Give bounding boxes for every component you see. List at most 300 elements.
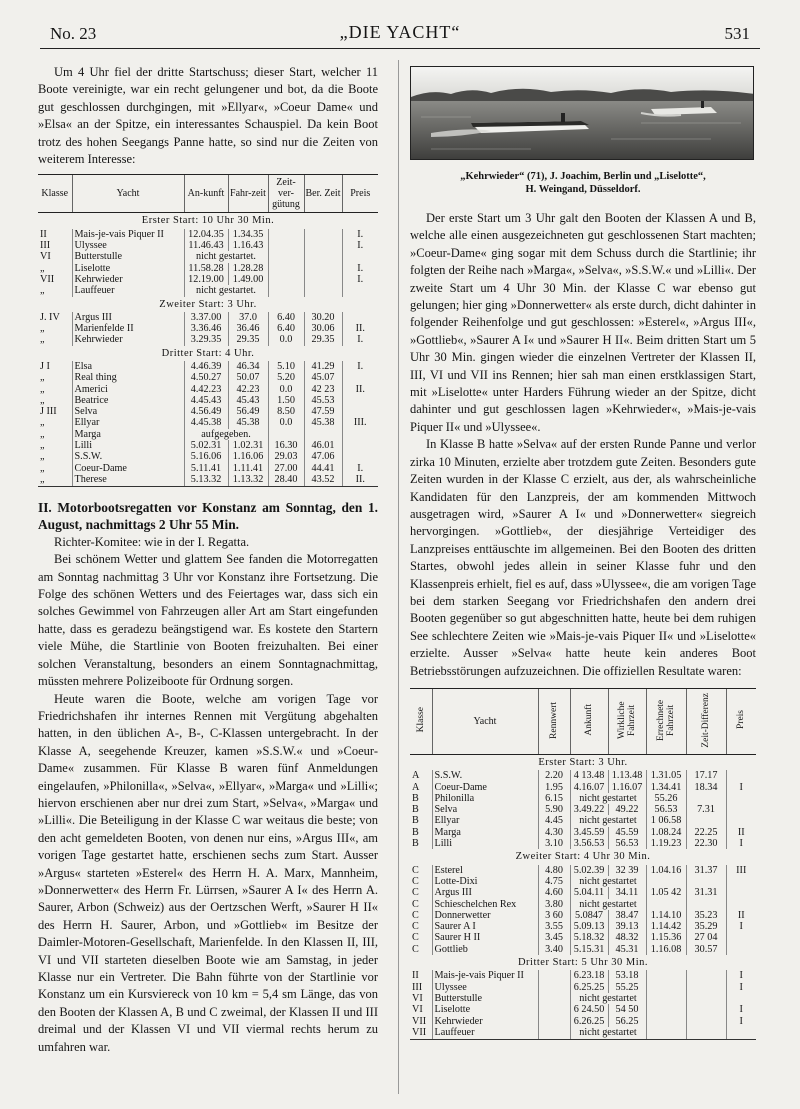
- table-cell: Butterstulle: [72, 251, 184, 262]
- table-cell: 1.14.42: [646, 921, 686, 932]
- table-cell: 56.25: [608, 1016, 646, 1027]
- table-cell: VII: [410, 1027, 432, 1040]
- table-row: [410, 770, 756, 781]
- table-cell: S.S.W.: [72, 451, 184, 462]
- column-header-label: Rennwert: [549, 701, 559, 739]
- table-cell: 5.10: [268, 361, 304, 372]
- header-rule: [40, 48, 760, 49]
- table-cell: „: [40, 262, 45, 274]
- table-cell: [726, 804, 756, 815]
- table-cell: Argus III: [432, 887, 538, 898]
- table-cell: [726, 887, 756, 898]
- table-cell: I: [726, 970, 756, 981]
- table-cell: 1.34.41: [646, 782, 686, 793]
- table-cell: [268, 240, 304, 251]
- table-cell: I.: [342, 263, 378, 274]
- table-row: [38, 323, 378, 334]
- table-cell: I.: [342, 334, 378, 345]
- table-cell: 48.32: [608, 932, 646, 943]
- table-cell: 5.13.32: [184, 474, 228, 487]
- journal-title: „DIE YACHT“: [339, 22, 461, 42]
- table-cell: Elsa: [72, 361, 184, 372]
- table-row: [38, 372, 378, 383]
- start-heading: Dritter Start: 4 Uhr.: [161, 347, 255, 359]
- table-cell: II: [726, 827, 756, 838]
- table-cell: 3.37.00: [184, 312, 228, 323]
- table-cell: 12.04.35: [184, 229, 228, 240]
- table-cell: [726, 932, 756, 943]
- table-cell: [726, 770, 756, 781]
- table-cell: C: [412, 864, 419, 876]
- table-cell: [304, 274, 342, 285]
- table-row: [410, 910, 756, 921]
- photo-caption: [410, 170, 756, 196]
- table-cell: 5.18.32: [570, 932, 608, 943]
- table-cell: [268, 229, 304, 240]
- table-cell: Saurer H II: [432, 932, 538, 943]
- column-header: [686, 688, 726, 754]
- table-cell: 4.46.39: [184, 361, 228, 372]
- table-cell: Mais-je-vais Piquer II: [432, 970, 538, 981]
- table-row: [38, 429, 378, 440]
- table-cell: [342, 372, 378, 383]
- table-cell: [342, 451, 378, 462]
- table-cell: Ellyar: [432, 815, 538, 826]
- table-cell: Selva: [72, 406, 184, 417]
- table-cell: 29.35: [228, 334, 268, 345]
- table-cell: C: [412, 898, 419, 910]
- table-cell: II.: [342, 384, 378, 395]
- table-cell: 22.25: [686, 827, 726, 838]
- table-cell: 4.42.23: [184, 384, 228, 395]
- table-cell: 4.16.07: [570, 782, 608, 793]
- results-table-second-regatta: [410, 688, 756, 1040]
- table-cell: nicht gestartet: [570, 876, 646, 887]
- table-cell: 5.02.31: [184, 440, 228, 451]
- table-cell: VII: [412, 1015, 427, 1027]
- motorboat-photo: [410, 66, 754, 160]
- table-row: [410, 970, 756, 981]
- table-cell: 27 04: [686, 932, 726, 943]
- table-cell: VI: [412, 1004, 423, 1016]
- table-cell: „: [38, 474, 72, 487]
- table-cell: 3.80: [538, 899, 570, 910]
- table-cell: [342, 285, 378, 296]
- table-row: [38, 285, 378, 296]
- table-cell: 47.06: [304, 451, 342, 462]
- table-cell: 5.02.39: [570, 865, 608, 876]
- table-cell: [686, 1027, 726, 1040]
- table-cell: [304, 429, 342, 440]
- table-cell: [538, 1004, 570, 1015]
- table-cell: Lilli: [432, 838, 538, 849]
- table-row: [410, 921, 756, 932]
- table-cell: 4.56.49: [184, 406, 228, 417]
- table-cell: 1.95: [538, 782, 570, 793]
- table-cell: 0.0: [268, 334, 304, 345]
- table-cell: 46.34: [228, 361, 268, 372]
- table-cell: 16.30: [268, 440, 304, 451]
- table-cell: 3.45.59: [570, 827, 608, 838]
- table-row: [38, 384, 378, 395]
- table-cell: B: [412, 792, 419, 804]
- table-cell: I: [726, 921, 756, 932]
- table-cell: C: [412, 909, 419, 921]
- table-cell: Lauffeuer: [432, 1027, 538, 1040]
- right-paragraph-1: Der erste Start um 3 Uhr galt den Booten der Klassen A und B, welche alle einen ausgezeichneten gut geschlossenen Start machten; »Coeur-Dame« ging sogar mit dem Schuss durch die Startlinie; ihr folgten der Reihe nach »Marga«, »Selva«, »S.S.W.« und »Lilli«. Der zweite Start um 4 Uhr 30 Min. der Klasse C war ebenso gut gelungen; hier ging »Donnerwetter« als erste durch, dicht dahinter in folgender Reihenfolge und gut geschlossen: »Esterel«, »Argus III«, »Gottlieb«, »Saurer A I« und »Saurer H II«. Beim dritten Start um 5 Uhr 30 Min. gingen wieder die einzelnen Vertreter der Klassen II, III, VI und VII ins Rennen; hier sah man einen erstklassigen Start, mit »Liselotte« unter Harders Führung wieder an der Spitze, dicht dahinter und gut geschlossen lagen »Kehrwieder«, »Mais-je-vais Piquer II« und »Ulyssee«.: [410, 211, 756, 434]
- column-header: Klasse: [38, 175, 72, 213]
- start-heading: Erster Start: 3 Uhr.: [538, 756, 628, 768]
- table-row: [38, 451, 378, 462]
- column-header: [608, 688, 646, 754]
- column-header-label: Wirkliche Fahrzeit: [617, 701, 637, 739]
- table-row: [410, 944, 756, 955]
- table-cell: Selva: [432, 804, 538, 815]
- table-row: [38, 274, 378, 285]
- table-cell: 42.23: [228, 384, 268, 395]
- table-cell: 30.20: [304, 312, 342, 323]
- table-cell: 11.46.43: [184, 240, 228, 251]
- table-cell: 4 13.48: [570, 770, 608, 781]
- table-cell: II.: [342, 323, 378, 334]
- table-cell: VI: [40, 251, 51, 263]
- column-header: [726, 688, 756, 754]
- table-cell: 28.40: [268, 474, 304, 487]
- table-cell: Americi: [72, 384, 184, 395]
- table-cell: 3.45: [538, 932, 570, 943]
- table-cell: [538, 993, 570, 1004]
- table-cell: 54 50: [608, 1004, 646, 1015]
- table-cell: 3.10: [538, 838, 570, 849]
- page-header: [50, 22, 750, 48]
- table-cell: [646, 1027, 686, 1040]
- table-cell: 4.75: [538, 876, 570, 887]
- table-cell: [342, 312, 378, 323]
- table-cell: 53.18: [608, 970, 646, 981]
- table-cell: 45.31: [608, 944, 646, 955]
- table-cell: 6.25.25: [570, 982, 608, 993]
- column-header: An-kunft: [184, 175, 228, 213]
- table-cell: 45.38: [304, 417, 342, 428]
- richter-komitee: Richter-Komitee: wie in der I. Regatta.: [54, 535, 250, 550]
- table-cell: J. IV: [40, 311, 60, 323]
- table-cell: 1.13.48: [608, 770, 646, 781]
- section-title: II. Motorbootsregatten vor Konstanz am Sonntag, den 1. August, nachmittags 2 Uhr 55 Min.: [38, 500, 378, 533]
- table-cell: 3.36.46: [184, 323, 228, 334]
- table-cell: 30.06: [304, 323, 342, 334]
- table-cell: 11.58.28: [184, 263, 228, 274]
- table-cell: [342, 395, 378, 406]
- left-paragraph-1: Bei schönem Wetter und glattem See fanden die Motorregatten am Sonntag nachmittag 3 Uhr vor Konstanz ihre Fortsetzung. Die Folge des schönen Wetters und des Feiertages war, dass sich ein solches Gewimmel von Fahrzeugen aller Art am Start eingefunden hatte, dass es geradezu beängstigend war. Es kostete den Startern viele Mühe, die Startlinie von Booten freizuhalten. Bei einer solchen Veranstaltung, besonders an einem Sonntagnachmittag, müssten mehrere Polizeiboote für Ordnung sorgen.: [38, 552, 378, 689]
- table-cell: aufgegeben.: [184, 429, 268, 440]
- table-cell: [646, 970, 686, 981]
- table-cell: 1.50: [268, 395, 304, 406]
- table-cell: 56.49: [228, 406, 268, 417]
- table-cell: B: [412, 838, 419, 850]
- table-cell: I: [726, 1016, 756, 1027]
- column-header-label: Zeit-Differenz: [701, 692, 711, 748]
- table-cell: [646, 982, 686, 993]
- table-cell: 7.31: [686, 804, 726, 815]
- table-cell: A: [412, 781, 420, 793]
- column-header-label: Klasse: [415, 707, 426, 733]
- table-cell: [304, 240, 342, 251]
- table-cell: 5.90: [538, 804, 570, 815]
- table-cell: I.: [342, 463, 378, 474]
- table-cell: [646, 993, 686, 1004]
- table-cell: [686, 876, 726, 887]
- table-cell: 38.47: [608, 910, 646, 921]
- table-cell: [268, 285, 304, 296]
- table-cell: 35.23: [686, 910, 726, 921]
- table-cell: 39.13: [608, 921, 646, 932]
- table-cell: 29.03: [268, 451, 304, 462]
- table-cell: I: [726, 982, 756, 993]
- table-row: [38, 406, 378, 417]
- table-cell: J I: [40, 361, 50, 372]
- table-cell: 56.53: [646, 804, 686, 815]
- table-cell: nicht gestartet.: [184, 251, 268, 262]
- column-header: Preis: [342, 175, 378, 213]
- column-header: [410, 688, 432, 754]
- table-cell: Kehrwieder: [72, 274, 184, 285]
- table-cell: Liselotte: [72, 263, 184, 274]
- table-row: [38, 251, 378, 262]
- table-cell: C: [412, 943, 419, 955]
- table-row: [410, 899, 756, 910]
- table-cell: III: [40, 240, 51, 252]
- table-row: [410, 1027, 756, 1040]
- table-cell: B: [412, 826, 419, 838]
- table-row: [38, 312, 378, 323]
- start-heading: Erster Start: 10 Uhr 30 Min.: [141, 215, 275, 227]
- table-cell: B: [412, 804, 419, 816]
- table-cell: 56.53: [608, 838, 646, 849]
- table-cell: Butterstulle: [432, 993, 538, 1004]
- table-row: [410, 876, 756, 887]
- table-cell: [646, 876, 686, 887]
- table-cell: [686, 993, 726, 1004]
- table-cell: 55.25: [608, 982, 646, 993]
- table-cell: 3.29.35: [184, 334, 228, 345]
- table-cell: Lotte-Dixi: [432, 876, 538, 887]
- table-cell: Argus III: [72, 312, 184, 323]
- table-cell: nicht gestartet: [570, 793, 646, 804]
- table-cell: 6.40: [268, 323, 304, 334]
- table-cell: Kehrwieder: [432, 1016, 538, 1027]
- table-row: [38, 395, 378, 406]
- table-cell: nicht gestartet.: [184, 285, 268, 296]
- table-cell: [726, 815, 756, 826]
- table-row: [410, 993, 756, 1004]
- table-cell: 49.22: [608, 804, 646, 815]
- table-cell: Kehrwieder: [72, 334, 184, 345]
- table-cell: 32 39: [608, 865, 646, 876]
- table-cell: 5.11.41: [184, 463, 228, 474]
- table-cell: 31.37: [686, 865, 726, 876]
- table-row: [38, 229, 378, 240]
- table-cell: „: [40, 451, 45, 463]
- table-cell: I: [726, 838, 756, 849]
- table-cell: 6 24.50: [570, 1004, 608, 1015]
- table-cell: [304, 285, 342, 296]
- table-cell: 42 23: [304, 384, 342, 395]
- table-cell: [686, 1016, 726, 1027]
- table-cell: Liselotte: [432, 1004, 538, 1015]
- table-row: [38, 334, 378, 345]
- table-cell: [304, 263, 342, 274]
- table-cell: [686, 1004, 726, 1015]
- table-cell: [538, 1016, 570, 1027]
- table-cell: 1.02.31: [228, 440, 268, 451]
- table-cell: nicht gestartet: [570, 1027, 646, 1040]
- table-row: [410, 782, 756, 793]
- table-cell: 5.20: [268, 372, 304, 383]
- table-row: [38, 263, 378, 274]
- table-cell: [304, 229, 342, 240]
- table-cell: 6.26.25: [570, 1016, 608, 1027]
- table-row: [410, 1016, 756, 1027]
- table-cell: 22.30: [686, 838, 726, 849]
- table-cell: 17.17: [686, 770, 726, 781]
- table-row: [410, 982, 756, 993]
- table-row: [410, 793, 756, 804]
- table-cell: 4.45.43: [184, 395, 228, 406]
- table-cell: [686, 970, 726, 981]
- table-cell: 8.50: [268, 406, 304, 417]
- right-paragraph-2: In Klasse B hatte »Selva« auf der ersten Runde Panne und verlor zirka 10 Minuten, erzielte aber trotzdem gute Zeiten. Besonders gute Zeiten wurden in der Klasse C erzielt, aus der, als wahrscheinliche Kandidaten für den Lanzpreis, der am kommenden Mittwoch ausgetragen wird, »Saurer A I« und »Donnerwetter« siegreich hervorgingen. »Gottlieb«, der diesjährige Verteidiger des Lanzpreises enttäuschte im allgemeinen. Bei den Booten des dritten Startes, obwohl jedes allein in seiner Klasse fuhr und den Klassenpreis erhielt, fiel es auf, dass »Ulyssee«, die am vorigen Tage bei dem starken Seegang vor Friedrichshafen den andern drei Booten gegenüber so gut abgeschnitten hatte, heute bei dem ruhigen See schlechtere Zeiten wie »Mais-je-vais Piquer II« und »Liselotte« erzielte. Ausser »Selva« hatte heute kein anderes Boot Betriebsstörungen aufzuzeichnen. Die offiziellen Resultate waren:: [410, 437, 756, 678]
- table-cell: [726, 793, 756, 804]
- table-cell: Esterel: [432, 865, 538, 876]
- table-cell: S.S.W.: [432, 770, 538, 781]
- table-cell: 1.31.05: [646, 770, 686, 781]
- table-cell: „: [40, 440, 45, 452]
- table-cell: 6.40: [268, 312, 304, 323]
- table-cell: I.: [342, 240, 378, 251]
- table-cell: Ulyssee: [72, 240, 184, 251]
- motorboat-photo-icon: [411, 67, 754, 160]
- table-cell: II: [40, 228, 47, 240]
- table-row: [410, 838, 756, 849]
- left-paragraph-2: Heute waren die Boote, welche am vorigen Tage vor Friedrichshafen ihr internes Rennen mit Vergütung abgehalten hatten, in den üblichen A-, B-, C-Klassen untergebracht. In der Klasse A, seegehende Kreuzer, kamen »S.S.W.« und »Coeur-Dame« zusammen. Für Klasse B waren fünf Anmeldungen eingelaufen, »Philonilla«, »Selva«, »Ellyar«, »Marga« und »Lilli«; hiervon erschienen aber nur drei zum Start, »Selva«, »Marga« und »Lilli«. Die Beteiligung in der Klasse C war weitaus die beste; von den acht gemeldeten Booten, von denen nur eins, »Argus III«, am vorigen Tage gestartet hatte, erschienen sechs zum Start. Ausser »Argus« starteten »Esterel« des Herrn H. A. Marx, Mannheim, »Donnerwetter« des Herrn Fr. Lürrsen, »Saurer A I« des Herrn A. Saurer, Arbon (Schweiz) aus der Oertzschen Werft, »Saurer H II« des Herrn H. Saurer, Arbon, und »Gottlieb« im Besitze der Daimler-Motoren-Gesellschaft, Marienfelde. In den Klassen II, III, VI und VII starteten dieselben Boote wie am Samstag, in jeder Klasse nur ein Vertreter. Die Bahn führte von der Startlinie vor Konstanz um ein Kursviereck von 10 km = 5,4 sm Länge, das von den Booten der Klassen A, B und C zweimal, der Klassen II und III dreimal und der Klassen VI und VII viermal rechts herum zu umfahren war.: [38, 691, 378, 1054]
- table-cell: [538, 970, 570, 981]
- table-cell: [268, 429, 304, 440]
- table-cell: 3.55: [538, 921, 570, 932]
- table-cell: 1.14.10: [646, 910, 686, 921]
- table-cell: 1 06.58: [646, 815, 686, 826]
- table-row: [38, 474, 378, 487]
- table-cell: Gottlieb: [432, 944, 538, 955]
- table-cell: 41.29: [304, 361, 342, 372]
- table-cell: „: [40, 372, 45, 384]
- table-cell: [686, 982, 726, 993]
- table-cell: 55.26: [646, 793, 686, 804]
- table-cell: 31.31: [686, 887, 726, 898]
- table-cell: I.: [342, 274, 378, 285]
- table-cell: [342, 429, 378, 440]
- column-header-label: Ankunft: [584, 704, 594, 736]
- table-row: [38, 440, 378, 451]
- column-divider: [398, 60, 399, 1094]
- table-row: [410, 827, 756, 838]
- table-cell: „: [40, 462, 45, 474]
- table-cell: [342, 251, 378, 262]
- table-cell: „: [40, 394, 45, 406]
- table-cell: 37.0: [228, 312, 268, 323]
- table-cell: Marienfelde II: [72, 323, 184, 334]
- table-cell: VII: [40, 273, 55, 285]
- table-cell: 4.45: [538, 815, 570, 826]
- table-cell: I.: [342, 229, 378, 240]
- table-cell: [686, 793, 726, 804]
- table-cell: 6.23.18: [570, 970, 608, 981]
- table-cell: 45.53: [304, 395, 342, 406]
- table-cell: 0.0: [268, 384, 304, 395]
- table-cell: I: [726, 782, 756, 793]
- column-header: [646, 688, 686, 754]
- table-cell: C: [412, 921, 419, 933]
- table-cell: 1.05 42: [646, 887, 686, 898]
- table-cell: 4.50.27: [184, 372, 228, 383]
- table-cell: 50.07: [228, 372, 268, 383]
- table-cell: „: [40, 383, 45, 395]
- table-cell: [268, 251, 304, 262]
- table-cell: Saurer A I: [432, 921, 538, 932]
- column-header: Zeit-ver-gütung: [268, 175, 304, 213]
- table-cell: 45.38: [228, 417, 268, 428]
- table-cell: [342, 440, 378, 451]
- table-cell: „: [40, 428, 45, 440]
- table-cell: J III: [40, 406, 57, 418]
- start-heading: Zweiter Start: 3 Uhr.: [159, 298, 257, 310]
- table-row: [410, 887, 756, 898]
- table-cell: [726, 1027, 756, 1040]
- start-heading: Zweiter Start: 4 Uhr 30 Min.: [515, 851, 651, 863]
- table-row: [410, 932, 756, 943]
- table-cell: 36.46: [228, 323, 268, 334]
- table-row: [38, 463, 378, 474]
- table-cell: 2.20: [538, 770, 570, 781]
- table-cell: 45.43: [228, 395, 268, 406]
- table-row: [38, 361, 378, 372]
- table-cell: 1.19.23: [646, 838, 686, 849]
- table-cell: C: [412, 932, 419, 944]
- table-cell: [726, 876, 756, 887]
- intro-paragraph: Um 4 Uhr fiel der dritte Startschuss; dieser Start, welcher 11 Boote vereinigte, war ein recht gelungener und bot, da die Boote gut geschlossen durchgingen, mit »Ellyar«, »Coeur Dame« und »Elsa« an der Spitze, ein interessantes Schauspiel. Da kein Boot trotz des hohen Seegangs Panne hatte, so sind nur die Zeiten von weiterem Interesse:: [38, 65, 378, 167]
- table-cell: C: [412, 887, 419, 899]
- table-cell: nicht gestartet: [570, 815, 646, 826]
- table-cell: Therese: [72, 474, 184, 487]
- left-column: [38, 64, 378, 1056]
- table-cell: 5.16.06: [184, 451, 228, 462]
- table-cell: 44.41: [304, 463, 342, 474]
- table-cell: III: [412, 981, 423, 993]
- table-cell: 46.01: [304, 440, 342, 451]
- table-cell: I.: [342, 361, 378, 372]
- table-cell: A: [412, 770, 420, 782]
- table-cell: „: [40, 285, 45, 297]
- table-cell: [538, 1027, 570, 1040]
- table-cell: Philonilla: [432, 793, 538, 804]
- table-cell: Mais-je-vais Piquer II: [72, 229, 184, 240]
- table-cell: [342, 406, 378, 417]
- table-row: [410, 865, 756, 876]
- page-number: 531: [724, 24, 750, 43]
- table-cell: [726, 993, 756, 1004]
- table-cell: III.: [342, 417, 378, 428]
- table-cell: 1.16.08: [646, 944, 686, 955]
- table-row: [410, 1004, 756, 1015]
